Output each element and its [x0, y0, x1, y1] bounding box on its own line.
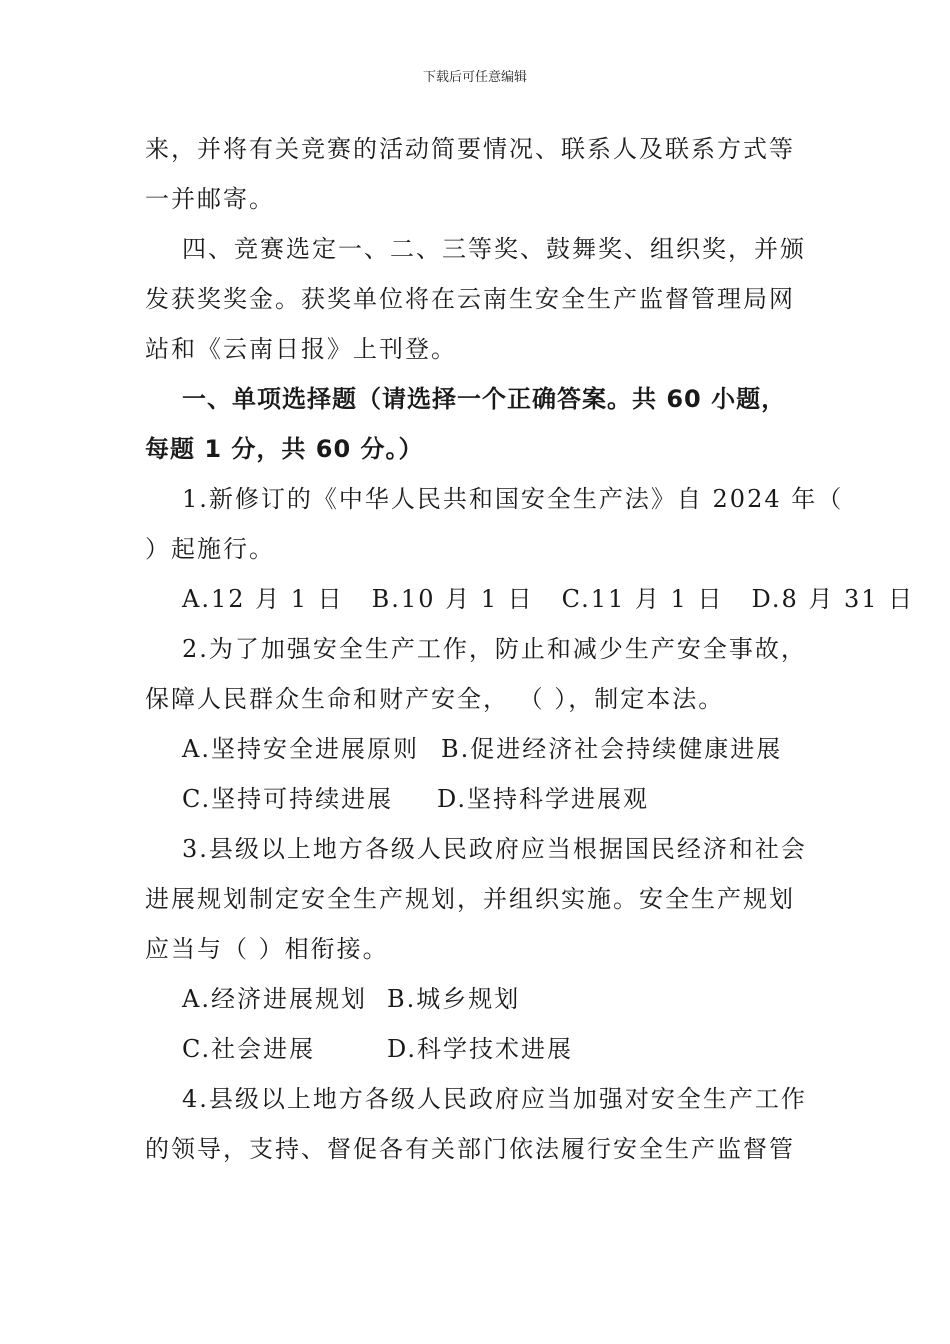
option-b: B.10 月 1 日 — [371, 585, 534, 613]
question-3-cont: 应当与（ ）相衔接。 — [145, 935, 389, 963]
paragraph-award: 四、竞赛选定一、二、三等奖、鼓舞奖、组织奖，并颁 — [182, 235, 806, 263]
text-line: 来，并将有关竞赛的活动简要情况、联系人及联系方式等 — [145, 135, 795, 163]
question-2-options-row1 — [145, 724, 805, 774]
section-heading: 一、单项选择题（请选择一个正确答案。共 60 小题， — [182, 385, 787, 413]
option-b: B.城乡规划 — [387, 985, 521, 1013]
question-3-options-row1 — [145, 974, 805, 1024]
question-1-options — [145, 574, 915, 624]
section-heading-cont: 每题 1 分，共 60 分。） — [145, 435, 424, 463]
question-3-options-row2 — [145, 1024, 805, 1074]
text-line: 发获奖奖金。获奖单位将在云南生安全生产监督管理局网 — [145, 285, 795, 313]
option-d: D.坚持科学进展观 — [437, 785, 650, 813]
question-4-cont: 的领导，支持、督促各有关部门依法履行安全生产监督管 — [145, 1135, 795, 1163]
page-header-note: 下载后可任意编辑 — [422, 70, 527, 85]
option-a: A.经济进展规划 — [182, 985, 367, 1013]
option-a: A.12 月 1 日 — [182, 585, 344, 613]
text-line: 站和《云南日报》上刊登。 — [145, 335, 457, 363]
question-2-cont: 保障人民群众生命和财产安全， （ ），制定本法。 — [145, 685, 725, 713]
text-line: 一并邮寄。 — [145, 185, 275, 213]
option-b: B.促进经济社会持续健康进展 — [440, 735, 783, 763]
question-2-options-row2 — [145, 774, 805, 824]
question-3-cont: 进展规划制定安全生产规划，并组织实施。安全生产规划 — [145, 885, 795, 913]
option-d: D.科学技术进展 — [387, 1035, 574, 1063]
question-3: 3.县级以上地方各级人民政府应当根据国民经济和社会 — [182, 835, 807, 863]
question-2: 2.为了加强安全生产工作，防止和减少生产安全事故， — [182, 635, 807, 663]
option-c: C.11 月 1 日 — [561, 585, 724, 613]
option-c: C.社会进展 — [182, 1035, 316, 1063]
option-a: A.坚持安全进展原则 — [182, 735, 419, 763]
option-d: D.8 月 31 日 — [751, 585, 915, 613]
option-c: C.坚持可持续进展 — [182, 785, 394, 813]
document-body — [145, 124, 915, 1174]
question-1: 1.新修订的《中华人民共和国安全生产法》自 2024 年（ — [182, 485, 844, 513]
question-1-cont: ）起施行。 — [145, 535, 275, 563]
question-4: 4.县级以上地方各级人民政府应当加强对安全生产工作 — [182, 1085, 807, 1113]
